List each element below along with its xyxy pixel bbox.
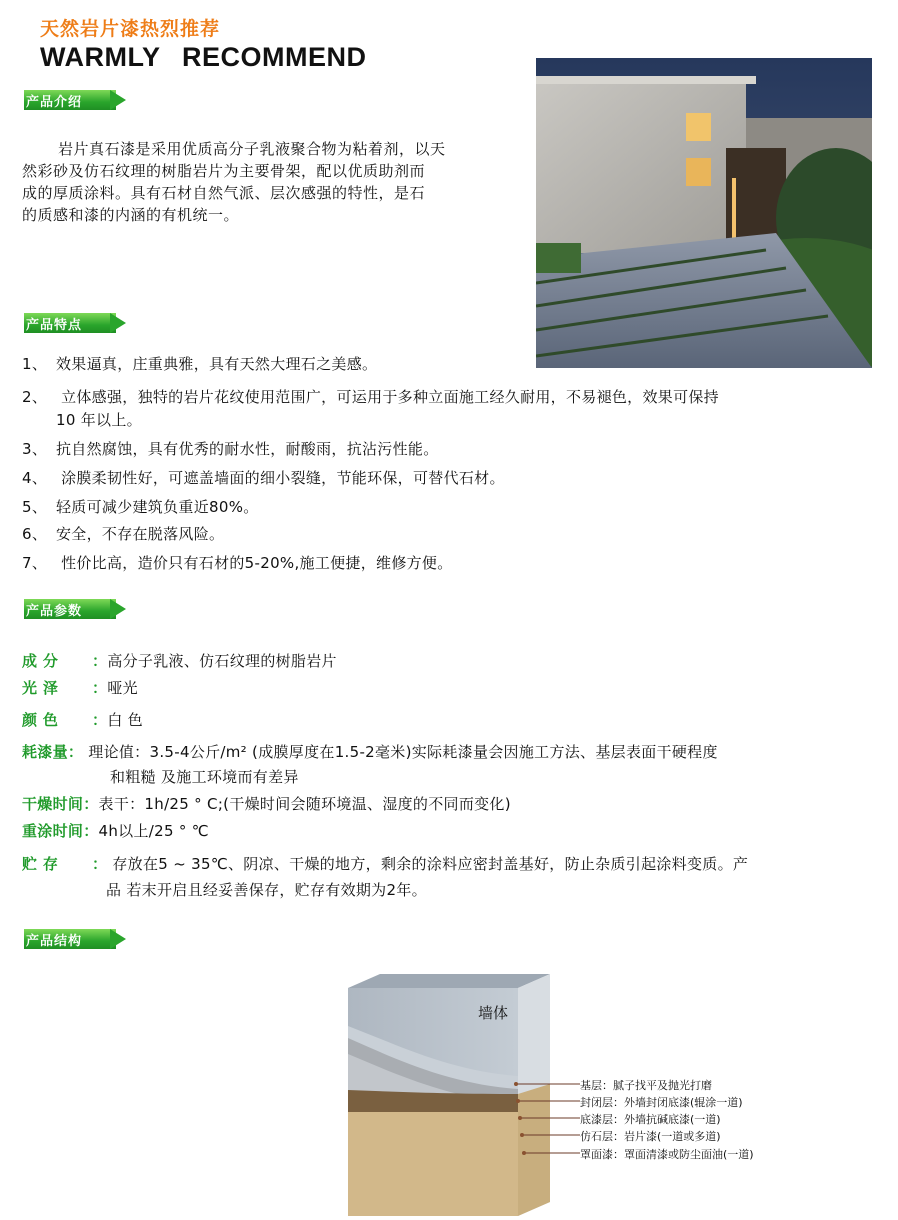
layer-label-base: 基层：腻子找平及抛光打磨 — [580, 1079, 712, 1092]
param-value: 哑光 — [107, 679, 138, 697]
param-row-continuation: 品 若末开启且经妥善保存，贮存有效期为2年。 — [106, 881, 427, 899]
param-label: 颜 色 — [22, 711, 59, 729]
param-label: 干燥时间 — [22, 795, 84, 813]
feature-item — [22, 552, 872, 574]
feature-number: 7、 — [22, 554, 48, 572]
intro-line: 岩片真石漆是采用优质高分子乳液聚合物为粘着剂，以天 — [58, 140, 446, 158]
building-photo — [536, 58, 872, 368]
param-label: 成 分 — [22, 652, 59, 670]
feature-item — [22, 496, 872, 518]
param-row — [22, 649, 882, 673]
param-value: 白 色 — [107, 711, 143, 729]
param-value: 存放在5 ~ 35℃、阴凉、干燥的地方，剩余的涂料应密封盖基好，防止杂质引起涂料变质。产 — [107, 855, 749, 873]
building-photo-image — [536, 58, 872, 368]
feature-text: 立体感强，独特的岩片花纹使用范围广，可运用于多种立面施工经久耐用，不易褪色，效果可保持 — [56, 388, 719, 406]
section-tag-intro-label: 产品介绍 — [26, 95, 83, 110]
feature-text: 安全，不存在脱落风险。 — [56, 525, 225, 543]
section-tag-intro — [24, 90, 126, 110]
param-colon: ： — [67, 743, 84, 761]
feature-text: 涂膜柔韧性好，可遮盖墙面的细小裂缝，节能环保，可替代石材。 — [56, 469, 505, 487]
section-tag-features-label: 产品特点 — [26, 318, 83, 333]
feature-number: 2、 — [22, 388, 48, 406]
intro-paragraph — [22, 138, 522, 226]
param-colon: ： — [92, 652, 108, 670]
feature-item — [22, 467, 872, 489]
param-label: 重涂时间 — [22, 822, 84, 840]
param-colon: ： — [83, 822, 99, 840]
param-colon: ： — [92, 679, 108, 697]
layer-label-stone: 仿石层：岩片漆(一道或多道) — [580, 1130, 721, 1143]
layer-structure-diagram — [340, 966, 790, 1216]
layer-label-primer: 底漆层：外墙抗碱底漆(一道) — [580, 1113, 721, 1126]
param-row — [22, 819, 882, 843]
param-value: 高分子乳液、仿石纹理的树脂岩片 — [107, 652, 337, 670]
intro-line: 然彩砂及仿石纹理的树脂岩片为主要骨架，配以优质助剂而 — [22, 162, 426, 180]
section-tag-structure — [24, 929, 126, 949]
param-value: 表干：1h/25 ° C;(干燥时间会随环境温、湿度的不同而变化) — [98, 795, 511, 813]
param-colon: ： — [83, 795, 99, 813]
feature-item-continuation: 10 年以上。 — [56, 411, 142, 429]
section-tag-features — [24, 313, 126, 333]
layer-label-topcoat: 罩面漆：罩面清漆或防尘面油(一道) — [580, 1148, 754, 1161]
section-tag-structure-label: 产品结构 — [26, 934, 83, 949]
section-tag-params — [24, 599, 126, 619]
feature-item — [22, 523, 872, 545]
param-value: 理论值：3.5-4公斤/m² (成膜厚度在1.5-2毫米)实际耗漆量会因施工方法、基层表面干硬程度 — [83, 743, 718, 761]
param-row — [22, 676, 882, 700]
page-title-en: WARMLY RECOMMEND — [40, 42, 367, 72]
feature-text: 效果逼真，庄重典雅，具有天然大理石之美感。 — [56, 355, 378, 373]
page-title-cn: 天然岩片漆热烈推荐 — [40, 18, 221, 40]
layer-label-seal: 封闭层：外墙封闭底漆(辊涂一道) — [580, 1096, 743, 1109]
param-label: 贮 存 — [22, 855, 59, 873]
param-colon: ： — [92, 855, 108, 873]
feature-text: 轻质可减少建筑负重近80%。 — [56, 498, 259, 516]
feature-number: 5、 — [22, 498, 48, 516]
param-label: 耗漆量 — [22, 743, 68, 761]
section-tag-params-label: 产品参数 — [26, 604, 83, 619]
feature-number: 6、 — [22, 525, 48, 543]
wall-label: 墙体 — [478, 1004, 509, 1022]
param-row-continuation: 和粗糙 及施工环境而有差异 — [110, 768, 299, 786]
param-row — [22, 792, 882, 816]
param-label: 光 泽 — [22, 679, 59, 697]
feature-number: 1、 — [22, 355, 48, 373]
intro-line: 成的厚质涂料。具有石材自然气派、层次感强的特性，是石 — [22, 184, 426, 202]
feature-text: 抗自然腐蚀，具有优秀的耐水性，耐酸雨，抗沾污性能。 — [56, 440, 439, 458]
param-value: 4h以上/25 ° ℃ — [98, 822, 209, 840]
intro-line: 的质感和漆的内涵的有机统一。 — [22, 206, 240, 224]
feature-item — [22, 438, 872, 460]
feature-number: 4、 — [22, 469, 48, 487]
param-row — [22, 740, 882, 764]
feature-text: 性价比高，造价只有石材的5-20%,施工便捷，维修方便。 — [56, 554, 453, 572]
param-colon: ： — [92, 711, 108, 729]
feature-number: 3、 — [22, 440, 48, 458]
feature-item — [22, 386, 872, 408]
layer-structure-image — [340, 966, 790, 1216]
param-row — [22, 852, 882, 876]
feature-item — [22, 353, 872, 375]
param-row — [22, 708, 882, 732]
